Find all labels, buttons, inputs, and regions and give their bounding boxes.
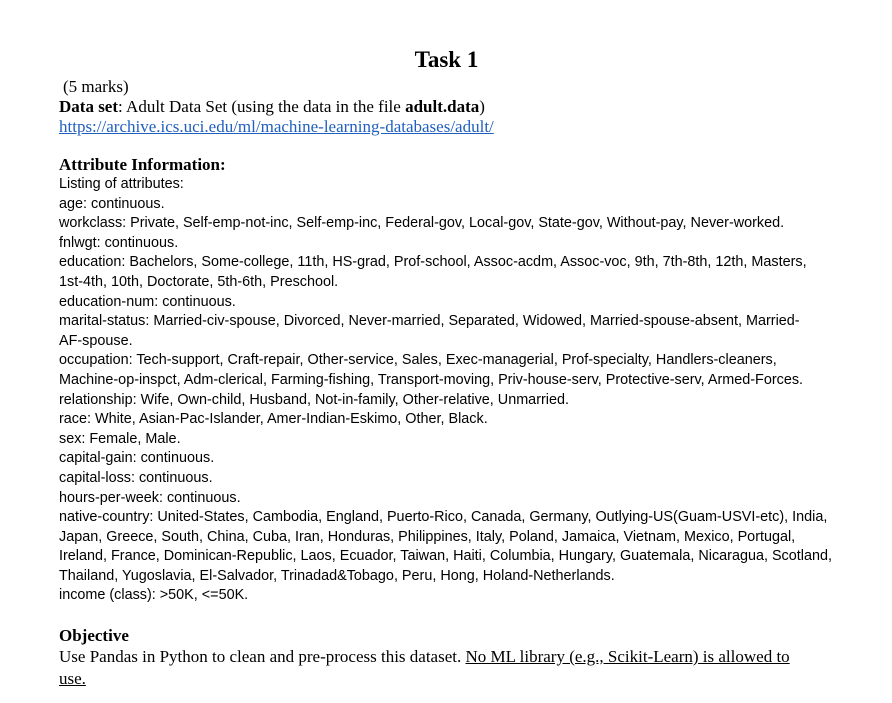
dataset-description: : Adult Data Set (using the data in the file xyxy=(118,97,406,116)
objective-line-1 xyxy=(59,646,834,668)
objective-line-2 xyxy=(59,668,834,690)
attribute-line: Ireland, France, Dominican-Republic, Laos, Ecuador, Taiwan, Haiti, Columbia, Hungary, Guatemala, Nicaragua, Scotland, xyxy=(59,548,832,565)
attribute-list xyxy=(59,175,834,606)
attribute-line: Japan, Greece, South, China, Cuba, Iran, Honduras, Philippines, Italy, Poland, Jamaica, Vietnam, Mexico, Portugal, xyxy=(59,528,796,545)
attribute-line: Thailand, Yugoslavia, El-Salvador, Trinadad&Tobago, Peru, Hong, Holand-Netherlands. xyxy=(59,567,615,584)
attribute-line: capital-loss: continuous. xyxy=(59,469,213,486)
attribute-line: capital-gain: continuous. xyxy=(59,450,215,467)
attribute-line: workclass: Private, Self-emp-not-inc, Self-emp-inc, Federal-gov, Local-gov, State-gov, Without-pay, Never-worked. xyxy=(59,215,785,232)
attribute-line: hours-per-week: continuous. xyxy=(59,489,241,506)
attribute-line: Machine-op-inspct, Adm-clerical, Farming-fishing, Transport-moving, Priv-house-serv, Protective-serv, Armed-Forces. xyxy=(59,371,804,388)
attribute-line: native-country: United-States, Cambodia, England, Puerto-Rico, Canada, Germany, Outlying-US(Guam-USVI-etc), India, xyxy=(59,509,828,526)
objective-restriction: No ML library (e.g., Scikit-Learn) is allowed to xyxy=(465,647,790,667)
attribute-heading: Attribute Information: xyxy=(59,155,226,174)
dataset-description-end: ) xyxy=(479,97,485,116)
attribute-line: fnlwgt: continuous. xyxy=(59,234,179,251)
page-title: Task 1 xyxy=(414,47,479,72)
objective-restriction-end: use. xyxy=(59,669,86,689)
objective-heading: Objective xyxy=(59,626,129,646)
attribute-line: education: Bachelors, Some-college, 11th, HS-grad, Prof-school, Assoc-acdm, Assoc-voc, 9th, 7th-8th, 12th, Masters, xyxy=(59,254,807,271)
attribute-line: race: White, Asian-Pac-Islander, Amer-Indian-Eskimo, Other, Black. xyxy=(59,411,488,428)
attribute-line: relationship: Wife, Own-child, Husband, Not-in-family, Other-relative, Unmarried. xyxy=(59,391,569,408)
attribute-line: occupation: Tech-support, Craft-repair, Other-service, Sales, Exec-managerial, Prof-specialty, Handlers-cleaners, xyxy=(59,352,777,369)
attribute-line: AF-spouse. xyxy=(59,332,133,349)
dataset-line xyxy=(59,97,834,117)
document-page xyxy=(59,44,834,690)
attribute-line: sex: Female, Male. xyxy=(59,430,181,447)
dataset-label: Data set xyxy=(59,97,119,116)
objective-text xyxy=(59,646,834,690)
attribute-line: 1st-4th, 10th, Doctorate, 5th-6th, Preschool. xyxy=(59,273,339,290)
marks-note: (5 marks) xyxy=(63,77,129,96)
attribute-line: marital-status: Married-civ-spouse, Divorced, Never-married, Separated, Widowed, Married-spouse-absent, Married- xyxy=(59,313,800,330)
attribute-line: age: continuous. xyxy=(59,195,165,212)
attribute-line: education-num: continuous. xyxy=(59,293,236,310)
objective-instruction: Use Pandas in Python to clean and pre-process this dataset. xyxy=(59,647,466,667)
dataset-file: adult.data xyxy=(405,97,480,116)
attribute-line: Listing of attributes: xyxy=(59,176,184,192)
dataset-url-link[interactable]: https://archive.ics.uci.edu/ml/machine-learning-databases/adult/ xyxy=(59,117,494,136)
dataset-link-line xyxy=(59,117,834,137)
attribute-line: income (class): >50K, <=50K. xyxy=(59,587,249,604)
